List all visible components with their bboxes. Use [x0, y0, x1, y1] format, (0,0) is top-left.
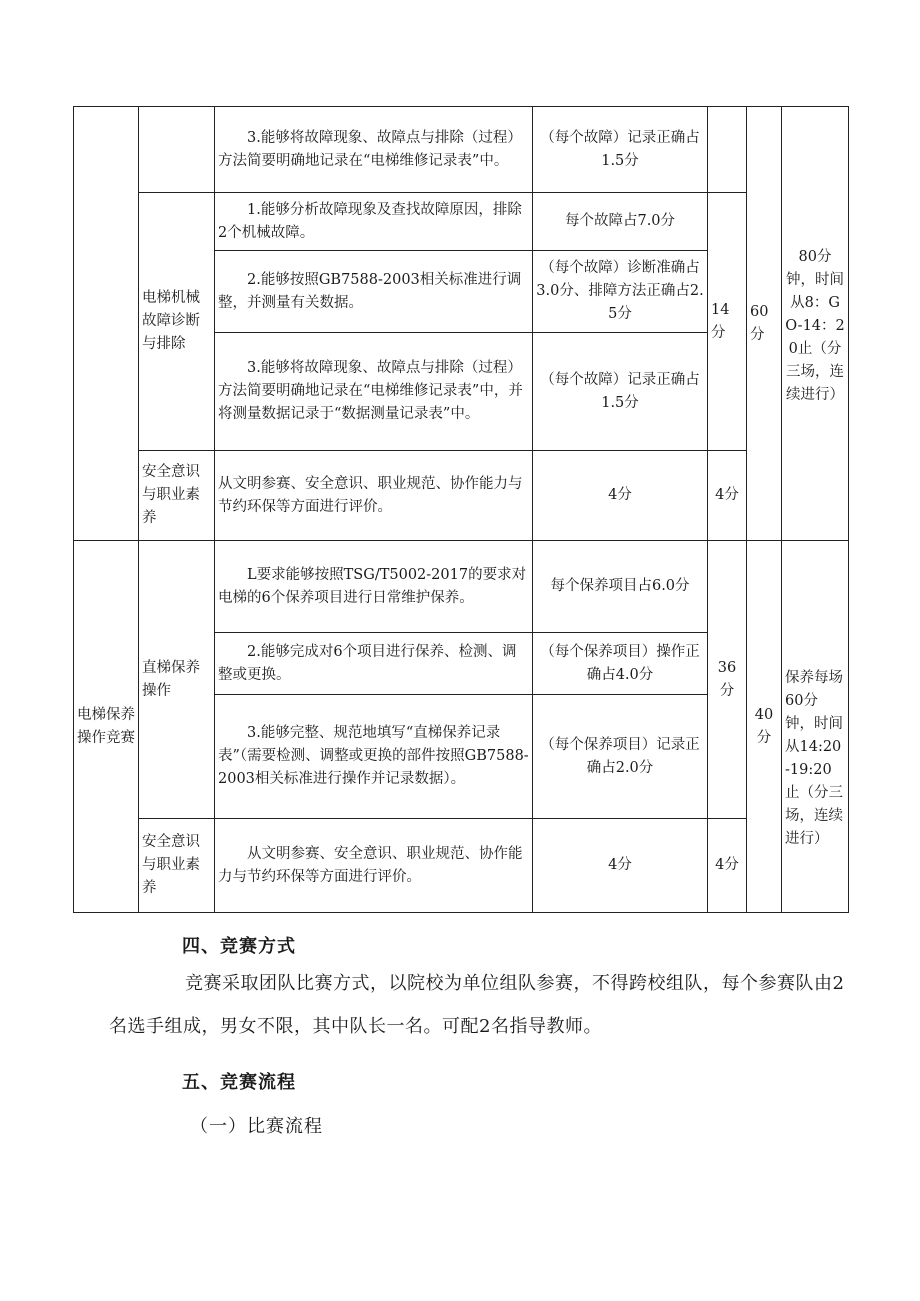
scoring-table	[73, 106, 849, 913]
score-rule-cell: （每个保养项目）操作正确占4.0分	[533, 633, 708, 695]
requirement-cell: 2.能够完成对6个项目进行保养、检测、调整或更换。	[215, 633, 533, 695]
sub-item-label: 安全意识与职业素养	[139, 451, 215, 541]
time-cell: 保养每场60分钟，时间从14:20-19:20止（分三场，连续进行）	[782, 541, 849, 913]
requirement-cell: 3.能够将故障现象、故障点与排除（过程）方法简要明确地记录在“电梯维修记录表”中，并将测量数据记录于“数据测量记录表”中。	[215, 333, 533, 451]
subtotal-cell: 36分	[708, 541, 747, 819]
sub-item-label: 电梯机械故障诊断与排除	[139, 193, 215, 451]
total-score-cell: 60分	[747, 107, 782, 541]
score-rule-cell: 每个保养项目占6.0分	[533, 541, 708, 633]
score-rule-cell: 每个故障占7.0分	[533, 193, 708, 251]
total-score-cell: 40分	[747, 541, 782, 913]
requirement-cell: 2.能够按照GB7588-2003相关标准进行调整，并测量有关数据。	[215, 251, 533, 333]
score-rule-cell: （每个保养项目）记录正确占2.0分	[533, 695, 708, 819]
requirement-cell: L要求能够按照TSG/T5002-2017的要求对电梯的6个保养项目进行日常维护保养。	[215, 541, 533, 633]
requirement-cell: 1.能够分析故障现象及查找故障原因，排除2个机械故障。	[215, 193, 533, 251]
requirement-cell: 3.能够完整、规范地填写“直梯保养记录表”（需要检测、调整或更换的部件按照GB7588-2003相关标准进行操作并记录数据）。	[215, 695, 533, 819]
subtotal-cell: 4分	[708, 451, 747, 541]
competition-format-paragraph: 竞赛采取团队比赛方式，以院校为单位组队参赛，不得跨校组队，每个参赛队由2名选手组成，男女不限，其中队长一名。可配2名指导教师。	[109, 973, 845, 1037]
subtotal-cell-empty	[708, 107, 747, 193]
subtotal-cell: 4分	[708, 819, 747, 913]
score-rule-cell: （每个故障）记录正确占1.5分	[533, 333, 708, 451]
score-rule-cell: （每个故障）记录正确占1.5分	[533, 107, 708, 193]
time-cell: 80分钟，时间从8：GO-14：20止（分三场，连续进行）	[782, 107, 849, 541]
section-heading-competition-format: 四、竞赛方式	[182, 936, 296, 957]
category-cell-empty	[74, 107, 139, 541]
requirement-cell: 从文明参赛、安全意识、职业规范、协作能力与节约环保等方面进行评价。	[215, 451, 533, 541]
subtotal-cell: 14分	[708, 193, 747, 451]
requirement-cell: 3.能够将故障现象、故障点与排除（过程）方法简要明确地记录在“电梯维修记录表”中。	[215, 107, 533, 193]
score-rule-cell: （每个故障）诊断准确占3.0分、排障方法正确占2.5分	[533, 251, 708, 333]
sub-item-label: 安全意识与职业素养	[139, 819, 215, 913]
score-rule-cell: 4分	[533, 819, 708, 913]
sub-item-label: 直梯保养操作	[139, 541, 215, 819]
category-label: 电梯保养操作竞赛	[74, 541, 139, 913]
score-rule-cell: 4分	[533, 451, 708, 541]
sub-item-cell-empty	[139, 107, 215, 193]
subsection-heading-match-process: （一）比赛流程	[190, 1116, 323, 1137]
requirement-cell: 从文明参赛、安全意识、职业规范、协作能力与节约环保等方面进行评价。	[215, 819, 533, 913]
section-heading-competition-process: 五、竞赛流程	[182, 1072, 296, 1093]
